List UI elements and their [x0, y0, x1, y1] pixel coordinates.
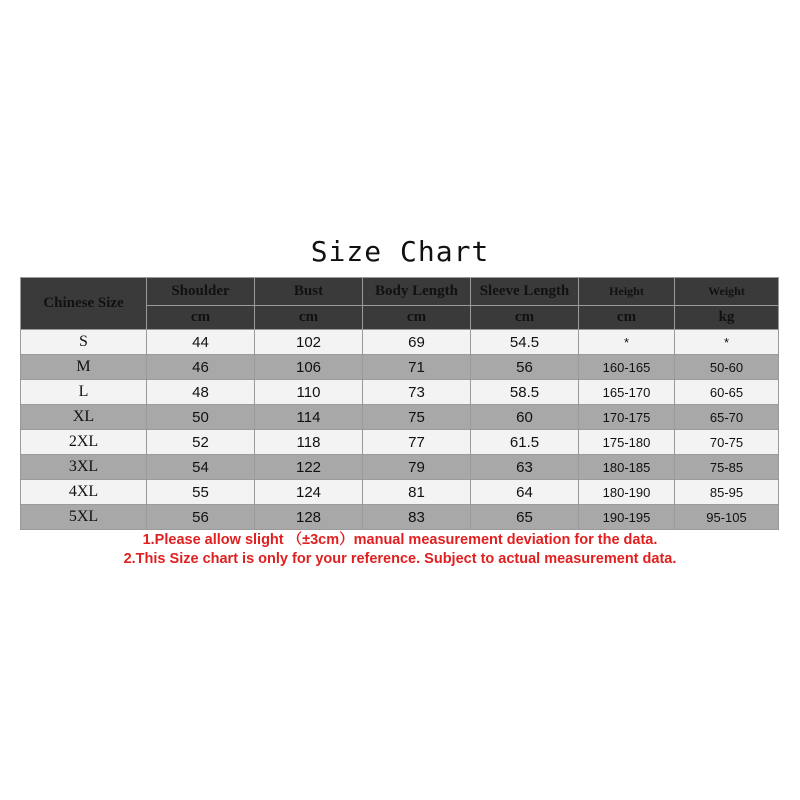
height-cell: 170-175: [579, 405, 675, 430]
weight-cell: 95-105: [675, 505, 779, 530]
unit-weight: kg: [675, 306, 779, 330]
sleeve-length-cell: 54.5: [471, 330, 579, 355]
height-cell: 180-185: [579, 455, 675, 480]
weight-cell: 65-70: [675, 405, 779, 430]
weight-cell: 75-85: [675, 455, 779, 480]
size-cell: 2XL: [21, 430, 147, 455]
body-length-cell: 71: [363, 355, 471, 380]
sleeve-length-cell: 65: [471, 505, 579, 530]
unit-sleeve-length: cm: [471, 306, 579, 330]
size-cell: S: [21, 330, 147, 355]
bust-cell: 102: [255, 330, 363, 355]
body-length-cell: 81: [363, 480, 471, 505]
size-cell: L: [21, 380, 147, 405]
height-cell: 160-165: [579, 355, 675, 380]
height-cell: 165-170: [579, 380, 675, 405]
table-row: [21, 330, 779, 355]
shoulder-cell: 50: [147, 405, 255, 430]
header-row: [21, 278, 779, 306]
bust-cell: 106: [255, 355, 363, 380]
body-length-cell: 83: [363, 505, 471, 530]
sleeve-length-cell: 63: [471, 455, 579, 480]
table-row: [21, 455, 779, 480]
bust-cell: 128: [255, 505, 363, 530]
unit-bust: cm: [255, 306, 363, 330]
note-line-2: 2.This Size chart is only for your reference. Subject to actual measurement data.: [123, 551, 677, 567]
body-length-cell: 79: [363, 455, 471, 480]
bust-cell: 124: [255, 480, 363, 505]
page-title: Size Chart: [310, 235, 490, 268]
body-length-cell: 69: [363, 330, 471, 355]
shoulder-cell: 44: [147, 330, 255, 355]
note-line-1: 1.Please allow slight （±3cm）manual measurement deviation for the data.: [142, 532, 658, 548]
table-row: [21, 405, 779, 430]
shoulder-cell: 56: [147, 505, 255, 530]
sleeve-length-cell: 56: [471, 355, 579, 380]
bust-cell: 118: [255, 430, 363, 455]
header-sleeve-length: Sleeve Length: [471, 278, 579, 306]
header-size-label: Chinese Size: [21, 278, 147, 330]
sleeve-length-cell: 64: [471, 480, 579, 505]
table-row: [21, 430, 779, 455]
header-height: Height: [579, 278, 675, 306]
shoulder-cell: 52: [147, 430, 255, 455]
shoulder-cell: 55: [147, 480, 255, 505]
table-row: [21, 355, 779, 380]
unit-height: cm: [579, 306, 675, 330]
size-cell: XL: [21, 405, 147, 430]
table-row: [21, 505, 779, 530]
height-cell: 190-195: [579, 505, 675, 530]
body-length-cell: 73: [363, 380, 471, 405]
height-cell: *: [579, 330, 675, 355]
bust-cell: 110: [255, 380, 363, 405]
weight-cell: *: [675, 330, 779, 355]
weight-cell: 85-95: [675, 480, 779, 505]
sleeve-length-cell: 61.5: [471, 430, 579, 455]
table-row: [21, 380, 779, 405]
shoulder-cell: 54: [147, 455, 255, 480]
header-weight: Weight: [675, 278, 779, 306]
size-cell: 3XL: [21, 455, 147, 480]
body-length-cell: 77: [363, 430, 471, 455]
header-shoulder: Shoulder: [147, 278, 255, 306]
header-body-length: Body Length: [363, 278, 471, 306]
weight-cell: 60-65: [675, 380, 779, 405]
height-cell: 175-180: [579, 430, 675, 455]
sleeve-length-cell: 58.5: [471, 380, 579, 405]
size-cell: 4XL: [21, 480, 147, 505]
shoulder-cell: 48: [147, 380, 255, 405]
height-cell: 180-190: [579, 480, 675, 505]
body-length-cell: 75: [363, 405, 471, 430]
bust-cell: 114: [255, 405, 363, 430]
weight-cell: 70-75: [675, 430, 779, 455]
bust-cell: 122: [255, 455, 363, 480]
weight-cell: 50-60: [675, 355, 779, 380]
unit-shoulder: cm: [147, 306, 255, 330]
size-cell: M: [21, 355, 147, 380]
sleeve-length-cell: 60: [471, 405, 579, 430]
size-cell: 5XL: [21, 505, 147, 530]
measurement-notes: [0, 531, 800, 569]
unit-body-length: cm: [363, 306, 471, 330]
size-chart-table: [20, 277, 779, 530]
table-row: [21, 480, 779, 505]
header-bust: Bust: [255, 278, 363, 306]
shoulder-cell: 46: [147, 355, 255, 380]
